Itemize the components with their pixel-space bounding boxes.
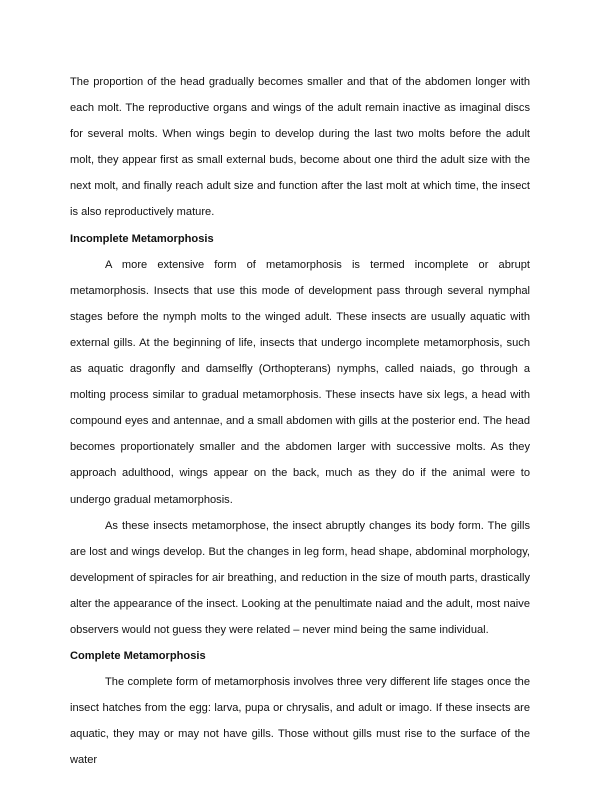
heading-incomplete-metamorphosis: Incomplete Metamorphosis — [70, 232, 214, 245]
paragraph-head-proportion: The proportion of the head gradually becomes smaller and that of the abdomen longer with each molt. The reproductive organs and wings of the adult remain inactive as imaginal discs for several molts. When wings begin to develop during the last two molts before the adult molt, they appear first as small external buds, become about one third the adult size with the next molt, and finally reach adult size and function after the last molt at which time, the insect is also reproductively mature. — [70, 76, 530, 219]
document-body — [70, 69, 530, 774]
paragraph-complete-intro: The complete form of metamorphosis involves three very different life stages once the insect hatches from the egg: larva, pupa or chrysalis, and adult or imago. If these insects are aquatic, they may or may not have gills. Those without gills must rise to the surface of the water — [70, 676, 530, 767]
paragraph-incomplete-intro: A more extensive form of metamorphosis is termed incomplete or abrupt metamorphosis. Insects that use this mode of development pass through several nymphal stages before the nymph molts to the winged adult. These insects are usually aquatic with external gills. At the beginning of life, insects that undergo incomplete metamorphosis, such as aquatic dragonfly and damselfly (Orthopterans) nymphs, called naiads, go through a molting process similar to gradual metamorphosis. These insects have six legs, a head with compound eyes and antennae, and a small abdomen with gills at the posterior end. The head becomes proportionately smaller and the abdomen larger with successive molts. As they approach adulthood, wings appear on the back, much as they do if the animal were to undergo gradual metamorphosis. — [70, 258, 530, 506]
heading-complete-metamorphosis: Complete Metamorphosis — [70, 650, 206, 663]
paragraph-abrupt-change: As these insects metamorphose, the insect abruptly changes its body form. The gills are lost and wings develop. But the changes in leg form, head shape, abdominal morphology, development of spiracles for air breathing, and reduction in the size of mouth parts, drastically alter the appearance of the insect. Looking at the penultimate naiad and the adult, most naive observers would not guess they were related – never mind being the same individual. — [70, 519, 530, 636]
